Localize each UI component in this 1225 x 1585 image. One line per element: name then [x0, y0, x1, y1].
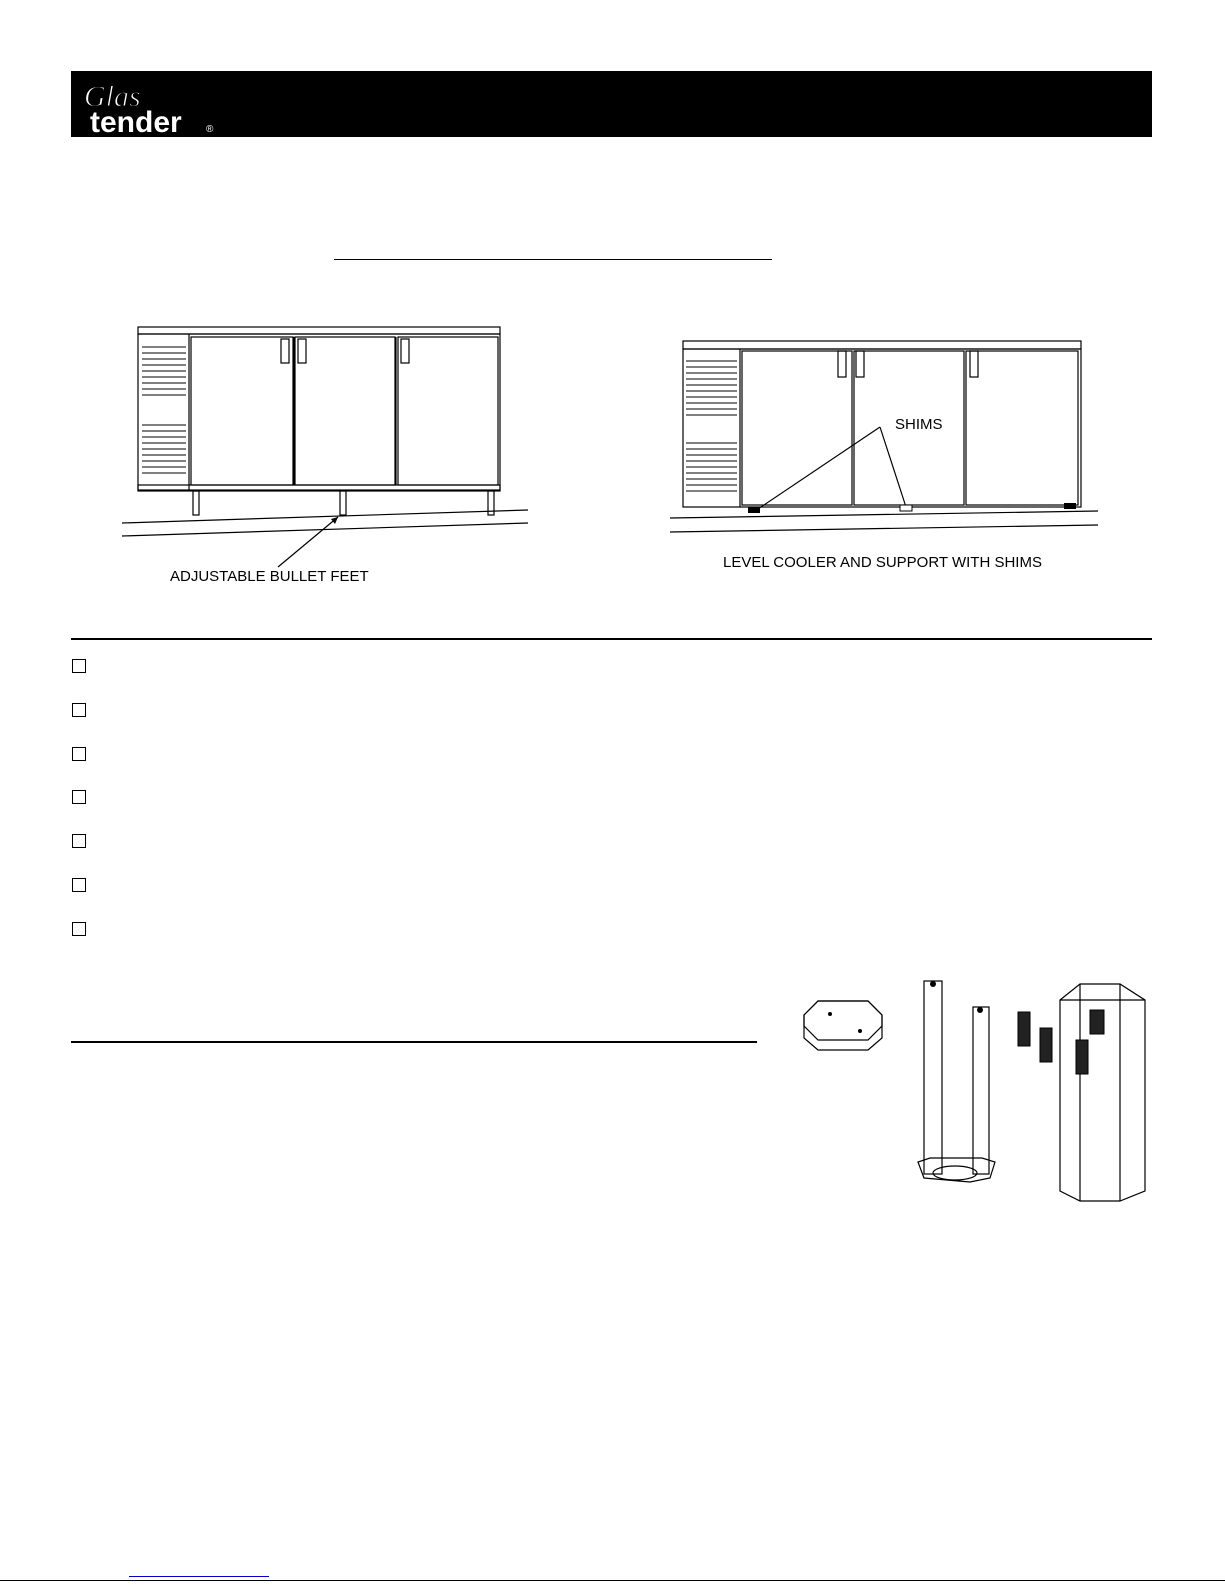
svg-text:®: ®: [206, 124, 214, 135]
checklist-checkbox[interactable]: [72, 659, 86, 673]
bullet-feet-label: ADJUSTABLE BULLET FEET: [170, 568, 369, 585]
checklist-checkbox[interactable]: [72, 747, 86, 761]
header-bar: [71, 71, 1152, 137]
glastender-logo: [82, 78, 222, 136]
svg-text:Glas: Glas: [84, 80, 141, 113]
section-divider: [71, 1041, 757, 1043]
svg-text:tender: tender: [90, 106, 182, 136]
footer-link[interactable]: [129, 1576, 269, 1577]
cooler-shims-illustration: [670, 335, 1120, 575]
checklist-checkbox[interactable]: [72, 834, 86, 848]
checklist-checkbox[interactable]: [72, 878, 86, 892]
beer-tower-illustration: [790, 966, 1155, 1206]
checklist-checkbox[interactable]: [72, 703, 86, 717]
shims-label: SHIMS: [895, 416, 943, 433]
footer-rule: [0, 1580, 1225, 1581]
cooler-bullet-feet-illustration: [118, 325, 538, 590]
shims-caption: LEVEL COOLER AND SUPPORT WITH SHIMS: [723, 554, 1042, 571]
section-title-underline: [334, 259, 772, 260]
checklist-checkbox[interactable]: [72, 922, 86, 936]
section-divider: [71, 638, 1152, 640]
checklist-checkbox[interactable]: [72, 790, 86, 804]
